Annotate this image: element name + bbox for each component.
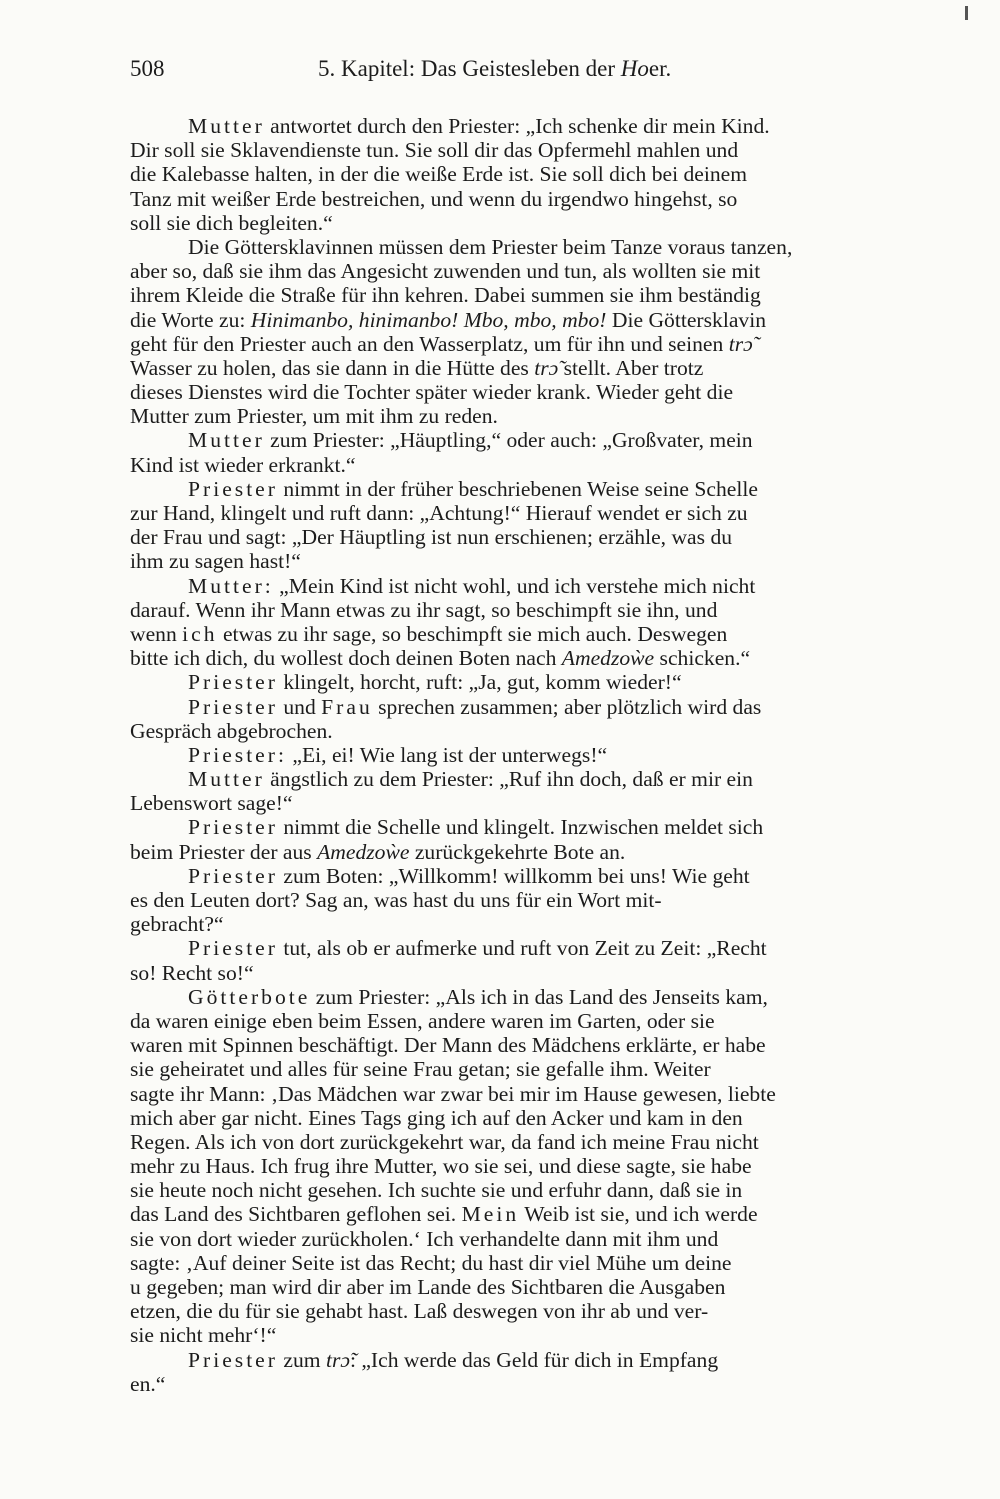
text-run: Kind ist wieder erkrankt.“: [130, 452, 356, 477]
text-line: [130, 936, 918, 960]
text-run: beim Priester der aus: [130, 839, 318, 864]
text-line: [130, 332, 918, 356]
text-run: ihrem Kleide die Straße für ihn kehren. Dabei summen sie ihm beständig: [130, 283, 761, 308]
text-line: [130, 864, 918, 888]
text-run: geht für den Priester auch an den Wasserplatz, um für ihn und seinen: [130, 331, 729, 356]
text-run: zum Priester: „Häuptling,“ oder auch: „Großvater, mein: [264, 428, 753, 453]
text-line: [130, 259, 918, 283]
text-line: [130, 477, 918, 501]
text-line: [130, 162, 918, 186]
text-run: zurückgekehrte Bote an.: [409, 839, 626, 864]
text-line: [130, 356, 918, 380]
text-run: sagte ihr Mann: ‚Das Mädchen war zwar bei mir im Hause gewesen, liebte: [130, 1081, 776, 1106]
speaker-name: Götterbote: [188, 984, 311, 1009]
text-line: [130, 308, 918, 332]
text-line: [130, 1106, 918, 1130]
text-line: [130, 1202, 918, 1226]
speaker-name: Frau: [321, 694, 373, 719]
text-line: [130, 840, 918, 864]
text-line: [130, 1251, 918, 1275]
text-line: [130, 114, 918, 138]
text-line: [130, 235, 918, 259]
text-line: [130, 1033, 918, 1057]
text-run: mich aber gar nicht. Eines Tags ging ich auf den Acker und kam in den: [130, 1105, 743, 1130]
text-run: Mutter zum Priester, um mit ihm zu reden.: [130, 404, 498, 429]
text-line: [130, 1299, 918, 1323]
text-run: bitte ich dich, du wollest doch deinen Boten nach: [130, 646, 562, 671]
text-line: [130, 1130, 918, 1154]
text-line: [130, 1057, 918, 1081]
text-run: gebracht?“: [130, 912, 224, 937]
text-run: Die Göttersklavinnen müssen dem Priester beim Tanze voraus tanzen,: [188, 234, 793, 259]
running-head-text: 5. Kapitel: Das Geistesleben der: [318, 56, 621, 81]
speaker-name: Priester: [188, 936, 278, 961]
text-run: dieses Dienstes wird die Tochter später wieder krank. Wieder geht die: [130, 380, 734, 405]
speaker-name: Priester: [188, 815, 278, 840]
italic-term: Amedzoẁe: [317, 839, 410, 864]
text-line: [130, 646, 918, 670]
text-run: ängstlich zu dem Priester: „Ruf ihn doch, daß er mir ein: [264, 767, 753, 792]
speaker-name: Mutter:: [188, 573, 274, 598]
text-line: [130, 453, 918, 477]
text-line: [130, 598, 918, 622]
speaker-name: Mutter: [188, 114, 265, 138]
text-line: [130, 767, 918, 791]
page-number: 508: [130, 56, 165, 81]
speaker-name: ich: [182, 621, 218, 646]
text-run: mehr zu Haus. Ich frug ihre Mutter, wo sie sei, und diese sagte, sie habe: [130, 1154, 752, 1179]
text-run: die Kalebasse halten, in der die weiße Erde ist. Sie soll dich bei deinem: [130, 162, 748, 187]
speaker-name: Priester: [188, 863, 278, 888]
text-run: das Land des Sichtbaren geflohen sei.: [130, 1202, 462, 1227]
text-line: [130, 428, 918, 452]
text-run: und: [277, 694, 322, 719]
text-run: ihm zu sagen hast!“: [130, 549, 301, 574]
text-line: [130, 791, 918, 815]
text-run: waren mit Spinnen beschäftigt. Der Mann des Mädchens erklärte, er habe: [130, 1033, 766, 1058]
speaker-name: Mutter: [188, 767, 265, 792]
text-run: zum Priester: „Als ich in das Land des Jenseits kam,: [310, 984, 768, 1009]
text-run: Dir soll sie Sklavendienste tun. Sie soll dir das Opfermehl mahlen und: [130, 138, 739, 163]
italic-term: trɔ̃: [728, 331, 753, 356]
text-line: [130, 1154, 918, 1178]
text-line: [130, 211, 918, 235]
text-run: Regen. Als ich von dort zurückgekehrt war, da fand ich meine Frau nicht: [130, 1129, 759, 1154]
text-run: da waren einige eben beim Essen, andere waren im Garten, oder sie: [130, 1008, 715, 1033]
text-run: antwortet durch den Priester: „Ich schenke dir mein Kind.: [264, 114, 770, 138]
speaker-name: Priester: [188, 694, 278, 719]
text-run: es den Leuten dort? Sag an, was hast du uns für ein Wort mit-: [130, 888, 662, 912]
text-line: [130, 574, 918, 598]
text-line: [130, 404, 918, 428]
text-line: [130, 888, 918, 912]
speaker-name: Priester:: [188, 742, 287, 767]
text-run: en.“: [130, 1371, 166, 1396]
text-run: zum Boten: „Willkomm! willkomm bei uns! Wie geht: [277, 863, 750, 888]
text-run: zur Hand, klingelt und ruft dann: „Achtung!“ Hierauf wendet er sich zu: [130, 501, 748, 525]
italic-term: trɔ̃: [325, 1347, 350, 1372]
text-line: [130, 912, 918, 936]
speaker-name: Priester: [188, 476, 278, 501]
speaker-name: Priester: [188, 670, 278, 695]
text-run: Gespräch abgebrochen.: [130, 718, 333, 743]
text-line: [130, 501, 918, 525]
text-line: [130, 138, 918, 162]
text-run: aber so, daß sie ihm das Angesicht zuwenden und tun, als wollten sie mit: [130, 259, 761, 284]
text-line: [130, 815, 918, 839]
text-line: [130, 549, 918, 573]
text-run: sprechen zusammen; aber plötzlich wird das: [372, 694, 762, 719]
italic-term: Hinimanbo, hinimanbo! Mbo, mbo, mbo!: [250, 307, 607, 332]
text-line: [130, 719, 918, 743]
running-head-italic: Ho: [620, 56, 649, 81]
text-line: [130, 380, 918, 404]
text-run: etwas zu ihr sage, so beschimpft sie mich auch. Deswegen: [217, 621, 728, 646]
text-run: sie von dort wieder zurückholen.‘ Ich verhandelte dann mit ihm und: [130, 1226, 719, 1251]
italic-term: trɔ̃: [534, 355, 559, 380]
text-run: etzen, die du für sie gehabt hast. Laß deswegen von ihr ab und ver-: [130, 1299, 709, 1324]
text-line: [130, 1227, 918, 1251]
text-line: [130, 187, 918, 211]
page-header: [130, 52, 918, 86]
text-run: „Ei, ei! Wie lang ist der unterwegs!“: [286, 742, 608, 767]
text-run: sie nicht mehr‘!“: [130, 1323, 277, 1348]
text-run: Weib ist sie, und ich werde: [519, 1202, 758, 1227]
text-line: [130, 1372, 918, 1396]
text-run: „Mein Kind ist nicht wohl, und ich verstehe mich nicht: [273, 573, 756, 598]
text-line: [130, 1348, 918, 1372]
text-line: [130, 695, 918, 719]
text-line: [130, 670, 918, 694]
text-run: zum: [277, 1347, 326, 1372]
running-head: [318, 52, 671, 86]
speaker-name: Mutter: [188, 428, 265, 453]
body-text: [130, 114, 918, 1396]
scan-mark: [965, 6, 968, 20]
text-run: Wasser zu holen, das sie dann in die Hütte des: [130, 355, 535, 380]
text-line: [130, 1323, 918, 1347]
text-run: wenn: [130, 621, 183, 646]
text-run: tut, als ob er aufmerke und ruft von Zeit zu Zeit: „Recht: [277, 936, 767, 961]
text-run: darauf. Wenn ihr Mann etwas zu ihr sagt, so beschimpft sie ihn, und: [130, 597, 718, 622]
speaker-name: Priester: [188, 1347, 278, 1372]
text-run: sie geheiratet und alles für seine Frau getan; sie gefalle ihm. Weiter: [130, 1057, 711, 1082]
text-line: [130, 525, 918, 549]
text-run: sagte: ‚Auf deiner Seite ist das Recht; du hast dir viel Mühe um deine: [130, 1250, 732, 1275]
text-line: [130, 622, 918, 646]
italic-term: Amedzoẁe: [561, 646, 655, 671]
text-run: die Worte zu:: [130, 307, 251, 332]
text-run: der Frau und sagt: „Der Häuptling ist nun erschienen; erzähle, was du: [130, 525, 733, 550]
text-run: soll sie dich begleiten.“: [130, 210, 333, 235]
text-line: [130, 985, 918, 1009]
text-run: Tanz mit weißer Erde bestreichen, und wenn du irgendwo hingehst, so: [130, 186, 738, 211]
text-line: [130, 1082, 918, 1106]
text-run: u gegeben; man wird dir aber im Lande des Sichtbaren die Ausgaben: [130, 1275, 726, 1299]
text-line: [130, 283, 918, 307]
text-run: nimmt die Schelle und klingelt. Inzwischen meldet sich: [277, 815, 764, 840]
text-line: [130, 961, 918, 985]
running-head-suffix: er.: [648, 56, 672, 81]
text-run: nimmt in der früher beschriebenen Weise seine Schelle: [277, 476, 758, 501]
speaker-name: Mein: [461, 1202, 520, 1227]
text-line: [130, 743, 918, 767]
text-run: klingelt, horcht, ruft: „Ja, gut, komm wieder!“: [277, 670, 682, 695]
text-run: : „Ich werde das Geld für dich in Empfang: [349, 1347, 719, 1372]
text-run: so! Recht so!“: [130, 960, 254, 985]
text-run: Lebenswort sage!“: [130, 791, 293, 816]
text-line: [130, 1178, 918, 1202]
text-run: sie heute noch nicht gesehen. Ich suchte sie und erfuhr dann, daß sie in: [130, 1178, 743, 1203]
text-line: [130, 1275, 918, 1299]
text-line: [130, 1009, 918, 1033]
text-run: schicken.“: [654, 646, 751, 671]
text-run: Die Göttersklavin: [606, 307, 767, 332]
text-run: stellt. Aber trotz: [558, 355, 704, 380]
